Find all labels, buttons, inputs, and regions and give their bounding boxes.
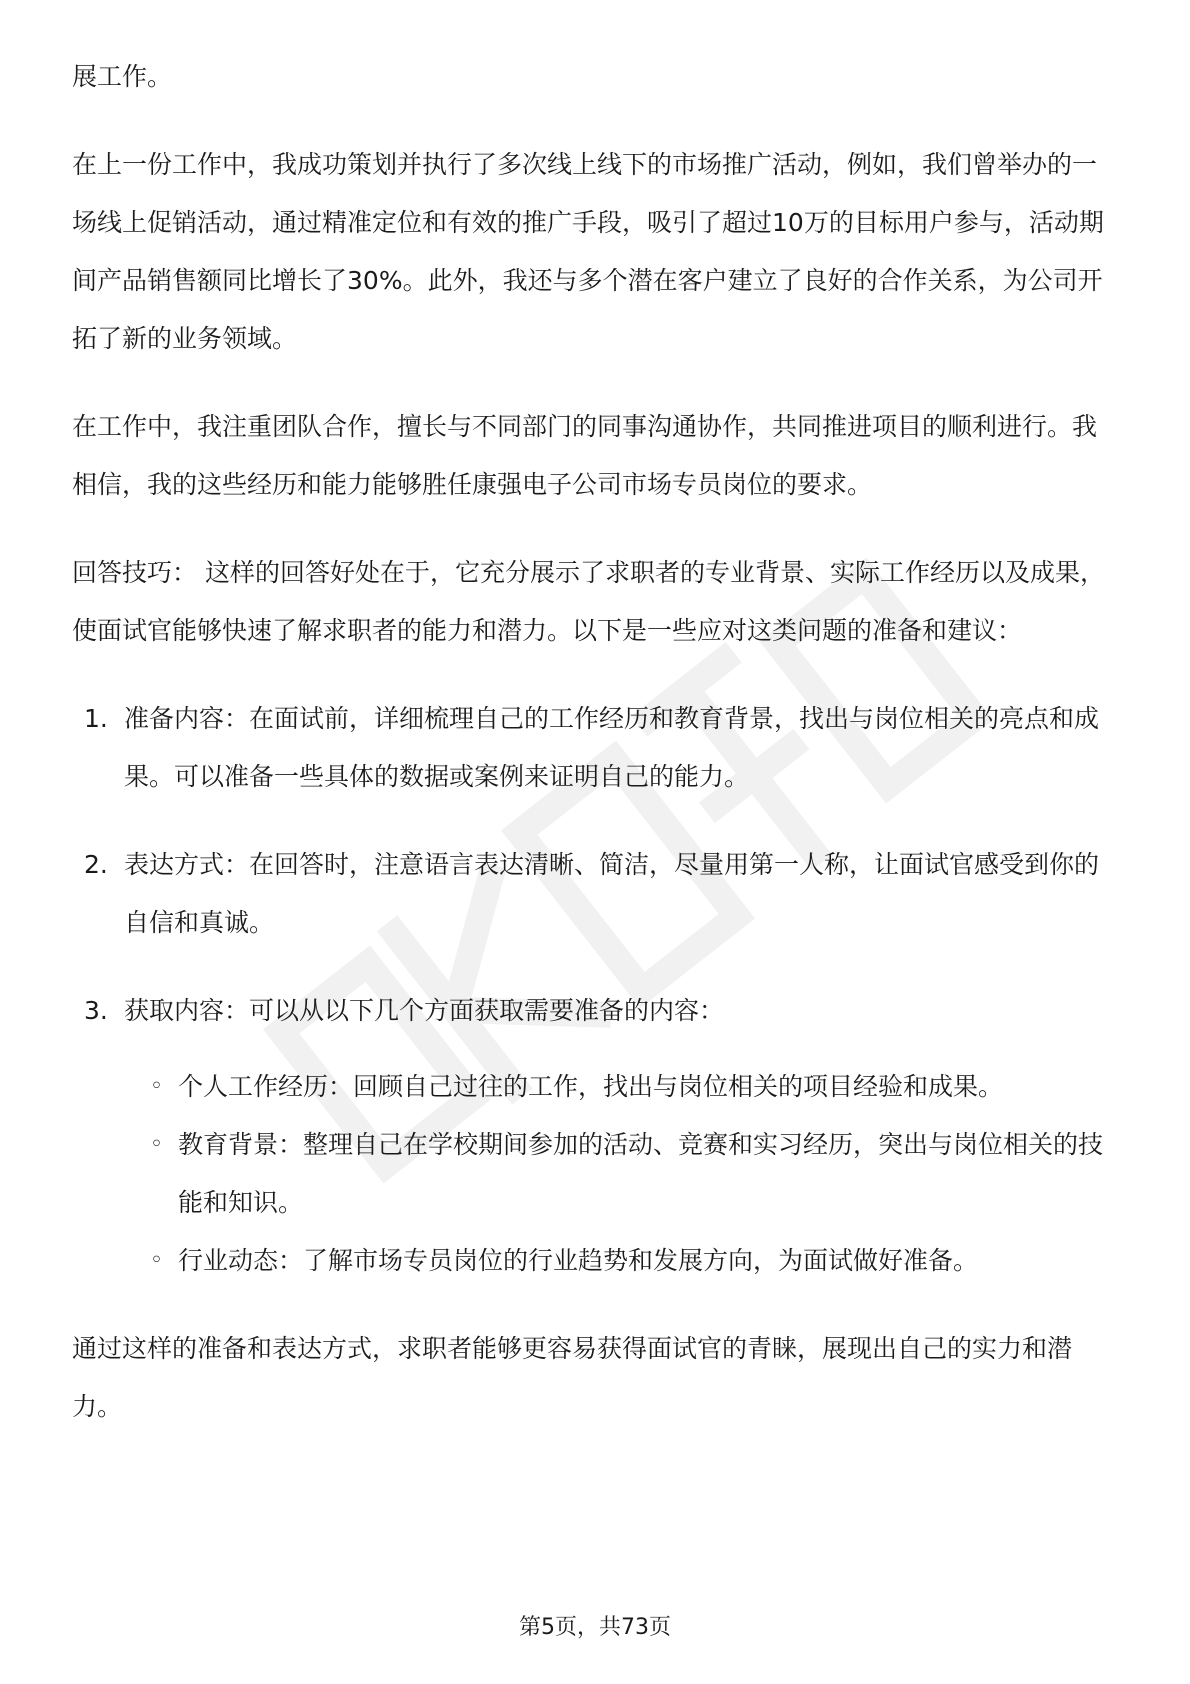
- list-item-number: 3.: [84, 996, 108, 1025]
- page-number-label: 第5页，共73页: [519, 1615, 671, 1640]
- ordered-list: [72, 690, 1118, 1040]
- bullet-item: [72, 1058, 1118, 1116]
- list-item-number: 1.: [84, 704, 108, 733]
- bullet-item-text: 个人工作经历：回顾自己过往的工作，找出与岗位相关的项目经验和成果。: [178, 1072, 1004, 1101]
- paragraph-experience: 在上一份工作中，我成功策划并执行了多次线上线下的市场推广活动，例如，我们曾举办的一场线上促销活动，通过精准定位和有效的推广手段，吸引了超过10万的目标用户参与，活动期间产品销售额同比增长了30%。此外，我还与多个潜在客户建立了良好的合作关系，为公司开拓了新的业务领域。: [72, 150, 1104, 353]
- bullet-list: [72, 1058, 1118, 1290]
- paragraph-intro-tail: 展工作。: [72, 62, 173, 91]
- bullet-icon: ◦: [150, 1132, 163, 1157]
- list-item: [72, 690, 1118, 806]
- list-item-text: 准备内容：在面试前，详细梳理自己的工作经历和教育背景，找出与岗位相关的亮点和成果。可以准备一些具体的数据或案例来证明自己的能力。: [124, 704, 1100, 791]
- list-item-text: 表达方式：在回答时，注意语言表达清晰、简洁，尽量用第一人称，让面试官感受到你的自信和真诚。: [124, 850, 1100, 937]
- list-item: [72, 982, 1118, 1040]
- paragraph-teamwork: 在工作中，我注重团队合作，擅长与不同部门的同事沟通协作，共同推进项目的顺利进行。我相信，我的这些经历和能力能够胜任康强电子公司市场专员岗位的要求。: [72, 412, 1098, 499]
- paragraph-answer-tips: 回答技巧： 这样的回答好处在于，它充分展示了求职者的专业背景、实际工作经历以及成果，使面试官能够快速了解求职者的能力和潜力。以下是一些应对这类问题的准备和建议：: [72, 558, 1105, 645]
- paragraph-conclusion: 通过这样的准备和表达方式，求职者能够更容易获得面试官的青睐，展现出自己的实力和潜力。: [72, 1334, 1073, 1421]
- list-item: [72, 836, 1118, 952]
- bullet-item: [72, 1232, 1118, 1290]
- list-item-number: 2.: [84, 850, 108, 879]
- bullet-icon: ◦: [150, 1248, 163, 1273]
- document-body: [72, 48, 1118, 1466]
- page-footer: [0, 1610, 1190, 1641]
- bullet-item: [72, 1116, 1118, 1232]
- bullet-item-text: 行业动态：了解市场专员岗位的行业趋势和发展方向，为面试做好准备。: [178, 1246, 979, 1275]
- list-item-text: 获取内容：可以从以下几个方面获取需要准备的内容：: [124, 996, 725, 1025]
- bullet-item-text: 教育背景：整理自己在学校期间参加的活动、竞赛和实习经历，突出与岗位相关的技能和知识。: [178, 1130, 1104, 1217]
- bullet-icon: ◦: [150, 1074, 163, 1099]
